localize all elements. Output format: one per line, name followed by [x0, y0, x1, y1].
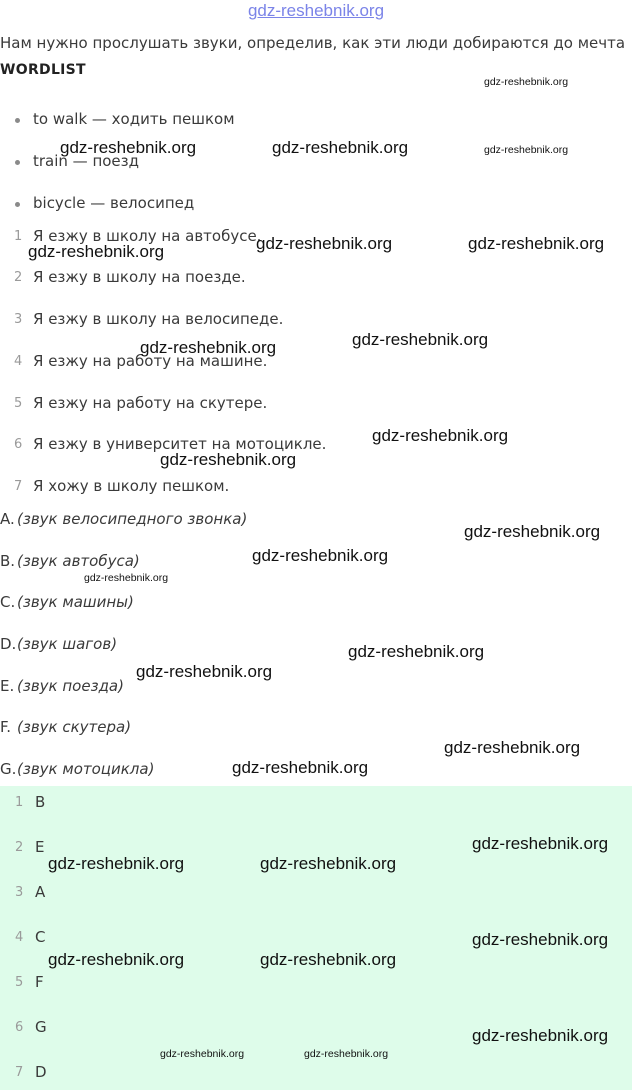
answer-value: B	[35, 793, 46, 811]
watermark: gdz-reshebnik.org	[48, 950, 185, 969]
sentence-text: Я езжу в школу на поезде.	[33, 268, 246, 286]
watermark: gdz-reshebnik.org	[60, 138, 197, 157]
sentence-text: Я езжу в школу на автобусе.	[33, 227, 262, 245]
site-logo[interactable]: gdz-reshebnik.org	[247, 1, 385, 20]
sound-letter: B.	[0, 552, 16, 570]
watermark: gdz-reshebnik.org	[444, 738, 581, 757]
bullet-icon	[15, 118, 20, 123]
sound-description: (звук поезда)	[17, 677, 124, 695]
watermark: gdz-reshebnik.org	[252, 546, 389, 565]
watermark: gdz-reshebnik.org	[160, 450, 297, 469]
answer-value: E	[35, 838, 45, 856]
watermark: gdz-reshebnik.org	[260, 854, 397, 873]
watermark: gdz-reshebnik.org	[468, 234, 605, 253]
watermark: gdz-reshebnik.org	[464, 522, 601, 541]
watermark: gdz-reshebnik.org	[484, 144, 569, 156]
answer-value: C	[35, 928, 46, 946]
wordlist-item: to walk — ходить пешком	[33, 110, 235, 128]
watermark: gdz-reshebnik.org	[256, 234, 393, 253]
bullet-icon	[15, 160, 20, 165]
sentence-text: Я езжу на работу на машине.	[33, 352, 268, 370]
sound-letter: F.	[0, 718, 11, 736]
sentence-text: Я езжу в университет на мотоцикле.	[33, 435, 327, 453]
answer-value: G	[35, 1018, 47, 1036]
watermark: gdz-reshebnik.org	[28, 242, 165, 261]
watermark: gdz-reshebnik.org	[160, 1048, 245, 1060]
sound-description: (звук автобуса)	[17, 552, 140, 570]
sentence-number: 1	[14, 229, 23, 244]
answer-number: 6	[15, 1020, 24, 1035]
watermark: gdz-reshebnik.org	[136, 662, 273, 681]
sentence-number: 5	[14, 396, 23, 411]
watermark: gdz-reshebnik.org	[372, 426, 509, 445]
answer-number: 2	[15, 840, 24, 855]
answer-number: 1	[15, 795, 24, 810]
watermark: gdz-reshebnik.org	[472, 1026, 609, 1045]
bullet-icon	[15, 202, 20, 207]
watermark: gdz-reshebnik.org	[84, 572, 169, 584]
sentence-number: 6	[14, 437, 23, 452]
watermark: gdz-reshebnik.org	[48, 854, 185, 873]
sentence-text: Я хожу в школу пешком.	[33, 477, 230, 495]
sound-description: (звук велосипедного звонка)	[17, 510, 248, 528]
watermark: gdz-reshebnik.org	[304, 1048, 389, 1060]
answer-value: F	[35, 973, 44, 991]
answer-number: 5	[15, 975, 24, 990]
watermark: gdz-reshebnik.org	[472, 834, 609, 853]
watermark: gdz-reshebnik.org	[352, 330, 489, 349]
watermark: gdz-reshebnik.org	[272, 138, 409, 157]
sound-description: (звук скутера)	[17, 718, 132, 736]
answer-value: D	[35, 1063, 47, 1081]
answer-number: 7	[15, 1065, 24, 1080]
sentence-number: 2	[14, 270, 23, 285]
watermark: gdz-reshebnik.org	[484, 76, 569, 88]
sound-description: (звук шагов)	[17, 635, 118, 653]
sentence-number: 4	[14, 354, 23, 369]
watermark: gdz-reshebnik.org	[472, 930, 609, 949]
sound-description: (звук машины)	[17, 593, 134, 611]
sound-letter: A.	[0, 510, 15, 528]
answer-number: 4	[15, 930, 24, 945]
sound-letter: D.	[0, 635, 17, 653]
wordlist-item: train — поезд	[33, 152, 140, 170]
sound-letter: G.	[0, 760, 17, 778]
sound-letter: E.	[0, 677, 15, 695]
sentence-number: 7	[14, 479, 23, 494]
watermark: gdz-reshebnik.org	[260, 950, 397, 969]
sound-description: (звук мотоцикла)	[17, 760, 155, 778]
sound-letter: C.	[0, 593, 16, 611]
sentence-number: 3	[14, 312, 23, 327]
sentence-text: Я езжу на работу на скутере.	[33, 394, 268, 412]
watermark: gdz-reshebnik.org	[232, 758, 369, 777]
wordlist-item: bicycle — велосипед	[33, 194, 195, 212]
sentence-text: Я езжу в школу на велосипеде.	[33, 310, 284, 328]
watermark: gdz-reshebnik.org	[348, 642, 485, 661]
wordlist-title: WORDLIST	[0, 62, 86, 78]
answer-number: 3	[15, 885, 24, 900]
answer-value: A	[35, 883, 46, 901]
watermark: gdz-reshebnik.org	[140, 338, 277, 357]
intro-text: Нам нужно прослушать звуки, определив, как эти люди добираются до мечта	[0, 34, 626, 52]
